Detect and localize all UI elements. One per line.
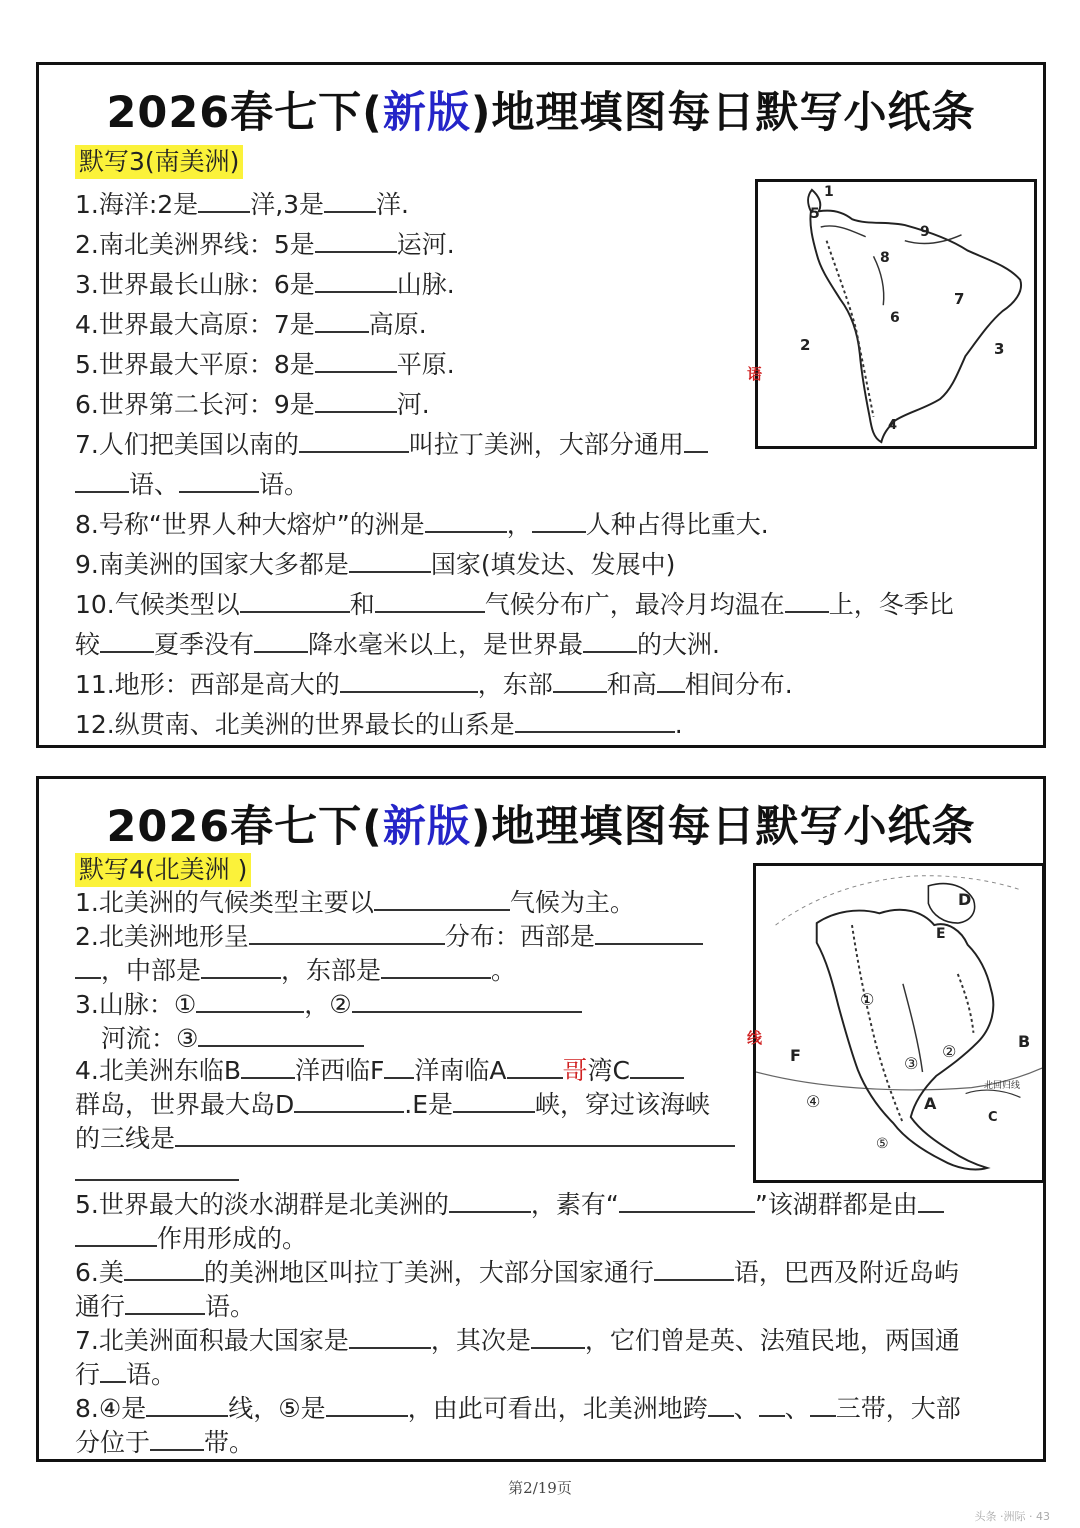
card-title: 2026春七下(新版)地理填图每日默写小纸条 bbox=[106, 88, 976, 138]
map-label-7: 7 bbox=[954, 290, 965, 308]
map-label-4: 4 bbox=[888, 418, 898, 433]
question-9: 9.南美洲的国家大多都是 国家(填发达、发展中) bbox=[75, 550, 676, 579]
question-4: 4.北美洲东临B 洋西临F 洋南临A 哥湾C bbox=[75, 1055, 684, 1087]
map-label-1: ① bbox=[860, 990, 875, 1009]
question-6: 6.世界第二长河：9是 河. bbox=[75, 390, 430, 419]
card-title: 2026春七下(新版)地理填图每日默写小纸条 bbox=[106, 802, 976, 852]
question-6-cont: 通行 语。 bbox=[75, 1292, 256, 1321]
question-10: 10.气候类型以 和 气候分布广，最冷月均温在 上，冬季比 bbox=[75, 590, 954, 619]
question-8: 8.④是 线，⑤是 ，由此可看出，北美洲地跨 、 、 三带，大部 bbox=[75, 1394, 961, 1423]
question-2-cont: ，中部是 ，东部是 。 bbox=[75, 955, 516, 987]
map-label-c: C bbox=[988, 1110, 998, 1125]
north-america-outline-icon bbox=[756, 866, 1042, 1180]
question-5-cont: 作用形成的。 bbox=[75, 1223, 307, 1255]
question-12: 12.纵贯南、北美洲的世界最长的山系是 . bbox=[75, 710, 683, 739]
question-3: 3.世界最长山脉：6是 山脉. bbox=[75, 270, 455, 299]
map-label-8: 8 bbox=[880, 250, 890, 266]
question-11: 11.地形：西部是高大的 ，东部 和高 相间分布. bbox=[75, 670, 793, 699]
question-7-cont: 行 语。 bbox=[75, 1360, 177, 1389]
watermark: 头条 ·洲际 · 43 bbox=[974, 1510, 1050, 1523]
map-label-3: 3 bbox=[994, 340, 1005, 358]
question-3-rivers: 河流：③ bbox=[101, 1023, 364, 1055]
question-2: 2.南北美洲界线：5是 运河. bbox=[75, 230, 455, 259]
map-tag: 语 bbox=[747, 365, 763, 383]
question-4: 4.世界最大高原：7是 高原. bbox=[75, 310, 427, 339]
map-label-5: 5 bbox=[810, 206, 820, 222]
question-1: 1.北美洲的气候类型主要以 气候为主。 bbox=[75, 888, 635, 917]
question-8: 8.号称“世界人种大熔炉”的洲是 ， 人种占得比重大. bbox=[75, 510, 769, 539]
question-1: 1.海洋:2是 洋,3是 洋. bbox=[75, 190, 409, 219]
page-number: 第2/19页 bbox=[508, 1479, 572, 1497]
question-7: 7.人们把美国以南的 叫拉丁美洲，大部分通用 bbox=[75, 429, 708, 461]
map-label-f: F bbox=[790, 1046, 801, 1065]
map-label-9: 9 bbox=[920, 224, 930, 240]
map-label-small-line: 北回归线 bbox=[984, 1081, 1021, 1091]
north-america-map bbox=[753, 863, 1045, 1183]
question-7: 7.北美洲面积最大国家是 ，其次是 ，它们曾是英、法殖民地，两国通 bbox=[75, 1326, 960, 1355]
question-2: 2.北美洲地形呈 分布：西部是 bbox=[75, 921, 703, 953]
question-5: 5.世界最大平原：8是 平原. bbox=[75, 350, 455, 379]
map-label-6: 6 bbox=[890, 310, 900, 326]
question-4-lines: 的三线是 bbox=[75, 1123, 735, 1155]
question-8-cont: 分位于 带。 bbox=[75, 1428, 255, 1457]
question-7-cont: 语、 语。 bbox=[75, 469, 309, 501]
map-label-2: 2 bbox=[800, 336, 811, 354]
map-label-e: E bbox=[936, 926, 946, 942]
map-tag: 线 bbox=[747, 1029, 763, 1047]
map-label-1: 1 bbox=[824, 184, 834, 200]
question-3: 3.山脉：① ，② bbox=[75, 989, 582, 1021]
question-5: 5.世界最大的淡水湖群是北美洲的 ，素有“ ”该湖群都是由 bbox=[75, 1189, 944, 1221]
question-4-blank bbox=[75, 1157, 239, 1189]
map-label-5: ⑤ bbox=[876, 1136, 889, 1152]
question-10-cont: 较 夏季没有 降水毫米以上，是世界最 的大洲. bbox=[75, 630, 720, 659]
map-label-a: A bbox=[924, 1094, 937, 1113]
map-label-2: ② bbox=[942, 1042, 957, 1061]
map-label-3: ③ bbox=[904, 1054, 919, 1073]
section-label: 默写3(南美洲) bbox=[75, 145, 243, 179]
worksheet-card-south-america bbox=[36, 62, 1046, 748]
map-label-b: B bbox=[1018, 1032, 1031, 1051]
question-4-cont: 群岛，世界最大岛D .E是 峡，穿过该海峡 bbox=[75, 1090, 711, 1119]
map-label-4: ④ bbox=[806, 1092, 821, 1111]
section-label: 默写4(北美洲 ) bbox=[75, 853, 251, 887]
map-label-d: D bbox=[958, 890, 972, 909]
worksheet-card-north-america bbox=[36, 776, 1046, 1462]
south-america-map bbox=[755, 179, 1037, 449]
question-6: 6.美 的美洲地区叫拉丁美洲，大部分国家通行 语，巴西及附近岛屿 bbox=[75, 1258, 959, 1287]
